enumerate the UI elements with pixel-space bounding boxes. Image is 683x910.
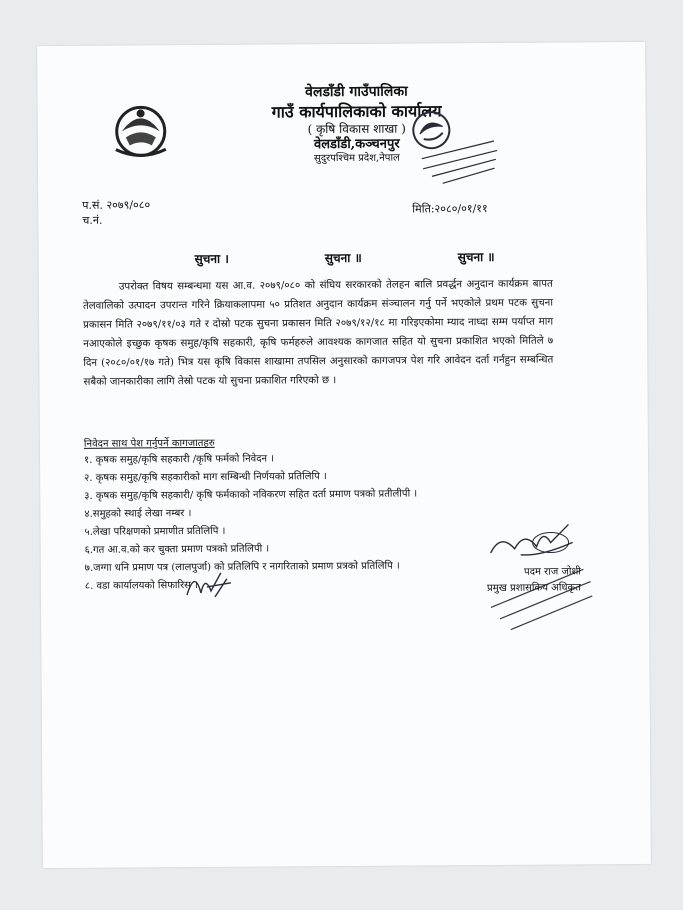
office-name: गाउँ कार्यपालिकाको कार्यालय bbox=[271, 100, 442, 121]
reference-block bbox=[82, 197, 150, 228]
municipality-name: वेलडाँडी गाउँपालिका bbox=[305, 83, 408, 101]
notice-word-1: सुचना । bbox=[194, 251, 229, 267]
documents-heading: निवेदन साथ पेश गर्नुपर्ने कागजातहरु bbox=[83, 437, 215, 450]
notice-heading bbox=[195, 248, 495, 267]
notice-body: उपरोक्त विषय सम्बन्धमा यस आ.व. २०७९/०८० को संघिय सरकारको तेलहन बालि प्रवर्द्धन अनुदान कार्यक्रम बापत तेलवालिको उत्पादन उपरान्त गरिने क्रियाकलापमा ५० प्रतिशत अनुदान कार्यक्रम संञ्चालन गर्नु पर्ने भएकोले प्रथम पटक सुचना प्रकासन मिति २०७९/११/०३ गते र दोस्रो पटक सुचना प्रकासन मिति २०७९/१२/१८ मा गरिइएकोमा म्याद नाघ्दा सम्म पर्याप्त माग नआएकोले इच्छुक कृषक समुह/कृषि सहकारी, कृषि फर्महरुले आवश्यक कागजात सहित यो सुचना प्रकाशित भएको मितिले ७ दिन (२०८०/०१/१७ गते) भित्र यस कृषि विकास शाखामा तपसिल अनुसारको कागजपत्र पेश गरि आवेदन दर्ता गर्नहुन सम्बन्धित सबैको जानकारीका लागि तेस्रो पटक यो सुचना प्रकाशित गरिएको छ । bbox=[82, 278, 554, 388]
list-item: १. कृषक समुह/कृषि सहकारी /कृषि फर्मको निवेदन । bbox=[83, 453, 275, 466]
list-item: ४.समुहको स्थाई लेखा नम्बर । bbox=[84, 508, 192, 520]
list-item: ८. वडा कार्यालयको सिफारिस । bbox=[84, 580, 198, 592]
dispatch-number: च.नं. bbox=[82, 214, 103, 228]
list-item: ६.गत आ.व.को कर चुक्ता प्रमाण पत्रको प्रतिलिपी । bbox=[84, 543, 270, 556]
list-item: २. कृषक समुह/कृषि सहकारीको माग सम्बिन्धी निर्णयको प्रतिलिपि । bbox=[84, 471, 327, 484]
office-seal-icon bbox=[393, 85, 502, 186]
handwritten-signature-left bbox=[181, 565, 237, 605]
letterhead bbox=[37, 82, 646, 167]
notice-word-2: सुचना ॥ bbox=[324, 250, 362, 266]
letter-date: मिति:२०८०/०१/११ bbox=[412, 201, 488, 216]
document-page bbox=[37, 42, 651, 868]
officer-title: प्रमुख प्रशासकिय अधिकृत bbox=[487, 582, 581, 595]
province-name: सुदुरपश्चिम प्रदेश,नेपाल bbox=[313, 152, 400, 164]
list-item: ७.जग्गा धनि प्रमाण पत्र (लालपुर्जा) को प्रतिलिपि र नागरिताको प्रमाण प्रत्रको प्रतिलिपि । bbox=[84, 560, 400, 574]
office-location: वेलडाँडी,कञ्चनपुर bbox=[313, 136, 400, 152]
section-name: ( कृषि विकास शाखा ) bbox=[307, 121, 406, 136]
officer-name: पदम राज जोशी bbox=[523, 566, 581, 578]
list-item: ३. कृषक समुह/कृषि सहकारी/ कृषि फर्मकाको नविकरण सहित दर्ता प्रमाण पत्रको प्रतीलीपी । bbox=[84, 488, 418, 502]
officer-block bbox=[431, 564, 581, 597]
notice-word-3: सुचना ॥ bbox=[457, 249, 495, 265]
letter-number: प.सं. २०७९/०८० bbox=[82, 198, 151, 212]
list-item: ५.लेखा परिक्षणको प्रमाणीत प्रतिलिपि । bbox=[84, 525, 226, 538]
